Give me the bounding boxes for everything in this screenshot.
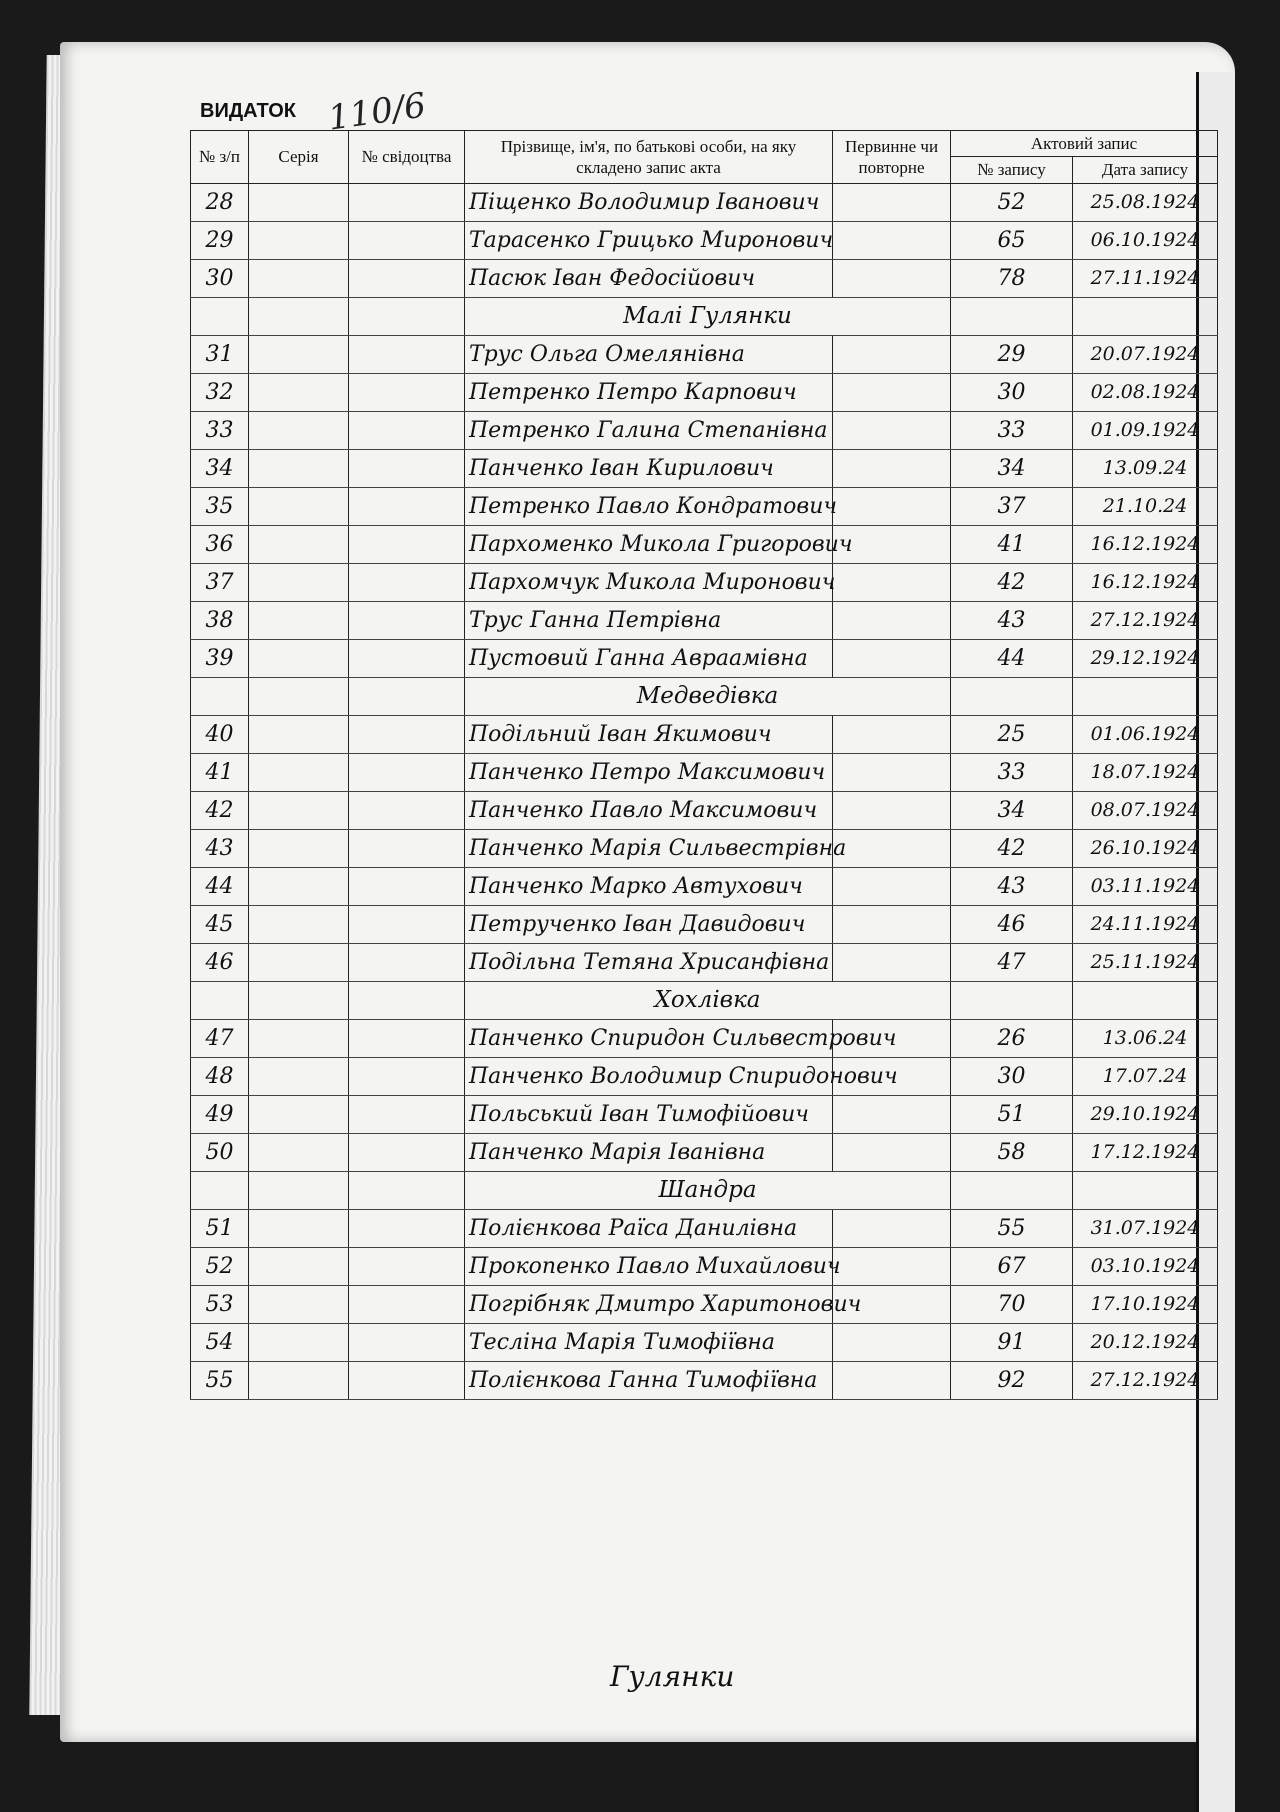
row-series: [249, 373, 349, 411]
register-table: [190, 130, 1218, 1400]
row-certificate: [349, 335, 465, 373]
row-record-date: 20.12.1924: [1073, 1323, 1218, 1361]
row-record-number: 33: [951, 411, 1073, 449]
register-rows: [191, 183, 1218, 1399]
row-record-number: 58: [951, 1133, 1073, 1171]
row-certificate: [349, 1323, 465, 1361]
row-number: 48: [191, 1057, 249, 1095]
row-record-number: 30: [951, 1057, 1073, 1095]
row-certificate: [349, 259, 465, 297]
row-number: 43: [191, 829, 249, 867]
row-number: 44: [191, 867, 249, 905]
row-record-date: 21.10.24: [1073, 487, 1218, 525]
row-name: Погрібняк Дмитро Харитонович: [465, 1285, 833, 1323]
row-number: 36: [191, 525, 249, 563]
row-record-number: 34: [951, 791, 1073, 829]
table-row: [191, 1323, 1218, 1361]
row-series: [249, 259, 349, 297]
row-series: [249, 715, 349, 753]
table-row: [191, 335, 1218, 373]
row-primary: [833, 905, 951, 943]
table-row: [191, 943, 1218, 981]
row-record-date: 24.11.1924: [1073, 905, 1218, 943]
row-series: [249, 791, 349, 829]
row-name: Прокопенко Павло Михайлович: [465, 1247, 833, 1285]
row-primary: [833, 601, 951, 639]
row-record-date: 01.06.1924: [1073, 715, 1218, 753]
row-name: Панченко Іван Кирилович: [465, 449, 833, 487]
row-name: Полієнкова Ганна Тимофіївна: [465, 1361, 833, 1399]
row-series: [249, 867, 349, 905]
row-number: 54: [191, 1323, 249, 1361]
row-record-date: 06.10.1924: [1073, 221, 1218, 259]
table-row: [191, 791, 1218, 829]
header-act-record: Актовий запис: [951, 131, 1218, 157]
table-row: [191, 1285, 1218, 1323]
row-name: Панченко Павло Максимович: [465, 791, 833, 829]
row-series: [249, 525, 349, 563]
row-series: [249, 1323, 349, 1361]
table-row: [191, 905, 1218, 943]
row-name: Пархоменко Микола Григорович: [465, 525, 833, 563]
header-num: № з/п: [191, 131, 249, 184]
row-name: Панченко Володимир Спиридонович: [465, 1057, 833, 1095]
row-number: 49: [191, 1095, 249, 1133]
row-name: Петренко Петро Карпович: [465, 373, 833, 411]
row-number: 40: [191, 715, 249, 753]
row-number: 33: [191, 411, 249, 449]
row-certificate: [349, 525, 465, 563]
row-series: [249, 411, 349, 449]
row-certificate: [349, 373, 465, 411]
row-series: [249, 753, 349, 791]
row-name: Тарасенко Грицько Миронович: [465, 221, 833, 259]
table-row: [191, 1133, 1218, 1171]
row-record-date: 29.10.1924: [1073, 1095, 1218, 1133]
page-title: ВИДАТОК: [200, 100, 296, 122]
row-record-date: 27.12.1924: [1073, 601, 1218, 639]
row-primary: [833, 487, 951, 525]
handwritten-folio-number: 110/6: [325, 85, 429, 139]
row-number: 47: [191, 1019, 249, 1057]
row-certificate: [349, 487, 465, 525]
table-row: [191, 829, 1218, 867]
table-row: [191, 525, 1218, 563]
row-name: Пасюк Іван Федосійович: [465, 259, 833, 297]
row-primary: [833, 449, 951, 487]
row-certificate: [349, 1133, 465, 1171]
row-number: 38: [191, 601, 249, 639]
row-record-number: 44: [951, 639, 1073, 677]
row-number: 42: [191, 791, 249, 829]
row-series: [249, 335, 349, 373]
table-row: [191, 411, 1218, 449]
table-row: [191, 715, 1218, 753]
row-series: [249, 1057, 349, 1095]
row-number: 30: [191, 259, 249, 297]
table-row: [191, 1095, 1218, 1133]
row-record-number: 37: [951, 487, 1073, 525]
row-record-number: 46: [951, 905, 1073, 943]
row-record-date: 13.06.24: [1073, 1019, 1218, 1057]
section-heading: Медведівка: [465, 677, 951, 715]
row-certificate: [349, 1057, 465, 1095]
row-series: [249, 1133, 349, 1171]
row-number: 39: [191, 639, 249, 677]
row-series: [249, 1247, 349, 1285]
row-number: 53: [191, 1285, 249, 1323]
row-primary: [833, 715, 951, 753]
row-certificate: [349, 1209, 465, 1247]
row-record-number: 34: [951, 449, 1073, 487]
row-number: 29: [191, 221, 249, 259]
row-number: 37: [191, 563, 249, 601]
section-heading: Малі Гулянки: [465, 297, 951, 335]
section-heading: Шандра: [465, 1171, 951, 1209]
section-heading: Хохлівка: [465, 981, 951, 1019]
row-series: [249, 1361, 349, 1399]
row-number: 46: [191, 943, 249, 981]
row-series: [249, 1209, 349, 1247]
row-certificate: [349, 449, 465, 487]
row-number: 45: [191, 905, 249, 943]
row-record-date: 17.12.1924: [1073, 1133, 1218, 1171]
row-record-date: 25.11.1924: [1073, 943, 1218, 981]
row-primary: [833, 829, 951, 867]
row-name: Петренко Галина Степанівна: [465, 411, 833, 449]
row-name: Панченко Марко Автухович: [465, 867, 833, 905]
header-name: Прізвище, ім'я, по батькові особи, на яку складено запис акта: [465, 131, 833, 184]
row-name: Петрученко Іван Давидович: [465, 905, 833, 943]
row-certificate: [349, 905, 465, 943]
row-certificate: [349, 183, 465, 221]
table-row: [191, 867, 1218, 905]
row-primary: [833, 563, 951, 601]
row-number: 32: [191, 373, 249, 411]
row-record-date: 20.07.1924: [1073, 335, 1218, 373]
table-row: [191, 449, 1218, 487]
row-name: Трус Ганна Петрівна: [465, 601, 833, 639]
row-primary: [833, 335, 951, 373]
row-record-number: 26: [951, 1019, 1073, 1057]
section-row: [191, 677, 1218, 715]
row-primary: [833, 1133, 951, 1171]
row-name: Панченко Петро Максимович: [465, 753, 833, 791]
row-record-date: 27.12.1924: [1073, 1361, 1218, 1399]
row-record-number: 70: [951, 1285, 1073, 1323]
row-name: Тесліна Марія Тимофіївна: [465, 1323, 833, 1361]
row-record-date: 17.07.24: [1073, 1057, 1218, 1095]
table-row: [191, 639, 1218, 677]
table-row: [191, 1209, 1218, 1247]
row-series: [249, 1285, 349, 1323]
row-primary: [833, 1247, 951, 1285]
table-row: [191, 221, 1218, 259]
row-primary: [833, 183, 951, 221]
row-record-date: 16.12.1924: [1073, 563, 1218, 601]
row-record-date: 08.07.1924: [1073, 791, 1218, 829]
row-series: [249, 1019, 349, 1057]
row-name: Подільний Іван Якимович: [465, 715, 833, 753]
row-record-date: 16.12.1924: [1073, 525, 1218, 563]
row-certificate: [349, 1019, 465, 1057]
row-primary: [833, 373, 951, 411]
row-record-number: 78: [951, 259, 1073, 297]
row-certificate: [349, 221, 465, 259]
row-certificate: [349, 867, 465, 905]
row-name: Подільна Тетяна Хрисанфівна: [465, 943, 833, 981]
row-primary: [833, 753, 951, 791]
row-number: 41: [191, 753, 249, 791]
table-row: [191, 1361, 1218, 1399]
row-certificate: [349, 829, 465, 867]
row-certificate: [349, 1361, 465, 1399]
row-name: Польський Іван Тимофійович: [465, 1095, 833, 1133]
row-record-date: 13.09.24: [1073, 449, 1218, 487]
table-row: [191, 753, 1218, 791]
header-primary: Первинне чи повторне: [833, 131, 951, 184]
row-record-number: 42: [951, 563, 1073, 601]
row-number: 35: [191, 487, 249, 525]
row-certificate: [349, 1247, 465, 1285]
row-record-date: 31.07.1924: [1073, 1209, 1218, 1247]
row-record-date: 27.11.1924: [1073, 259, 1218, 297]
row-record-date: 17.10.1924: [1073, 1285, 1218, 1323]
row-primary: [833, 1209, 951, 1247]
row-series: [249, 563, 349, 601]
row-record-number: 51: [951, 1095, 1073, 1133]
row-name: Полієнкова Раїса Данилівна: [465, 1209, 833, 1247]
row-primary: [833, 1095, 951, 1133]
row-series: [249, 221, 349, 259]
row-certificate: [349, 1095, 465, 1133]
table-row: [191, 601, 1218, 639]
row-certificate: [349, 563, 465, 601]
row-name: Пустовий Ганна Авраамівна: [465, 639, 833, 677]
row-certificate: [349, 753, 465, 791]
row-record-number: 42: [951, 829, 1073, 867]
row-record-date: 03.11.1924: [1073, 867, 1218, 905]
row-primary: [833, 259, 951, 297]
row-number: 52: [191, 1247, 249, 1285]
row-series: [249, 449, 349, 487]
header-record-date: Дата запису: [1073, 157, 1218, 183]
row-certificate: [349, 943, 465, 981]
row-record-date: 01.09.1924: [1073, 411, 1218, 449]
row-record-number: 52: [951, 183, 1073, 221]
row-record-number: 25: [951, 715, 1073, 753]
header-series: Серія: [249, 131, 349, 184]
row-record-number: 65: [951, 221, 1073, 259]
row-record-date: 25.08.1924: [1073, 183, 1218, 221]
row-certificate: [349, 601, 465, 639]
row-number: 50: [191, 1133, 249, 1171]
row-name: Панченко Спиридон Сильвестрович: [465, 1019, 833, 1057]
row-series: [249, 601, 349, 639]
row-certificate: [349, 411, 465, 449]
row-series: [249, 943, 349, 981]
table-row: [191, 183, 1218, 221]
row-name: Панченко Марія Іванівна: [465, 1133, 833, 1171]
row-record-number: 67: [951, 1247, 1073, 1285]
row-primary: [833, 1323, 951, 1361]
row-record-number: 33: [951, 753, 1073, 791]
row-primary: [833, 639, 951, 677]
table-row: [191, 1247, 1218, 1285]
row-name: Петренко Павло Кондратович: [465, 487, 833, 525]
section-row: [191, 297, 1218, 335]
row-primary: [833, 791, 951, 829]
row-series: [249, 1095, 349, 1133]
table-row: [191, 1057, 1218, 1095]
row-series: [249, 639, 349, 677]
row-primary: [833, 1361, 951, 1399]
row-primary: [833, 221, 951, 259]
row-name: Піщенко Володимир Іванович: [465, 183, 833, 221]
table-row: [191, 487, 1218, 525]
row-name: Панченко Марія Сильвестрівна: [465, 829, 833, 867]
row-record-date: 29.12.1924: [1073, 639, 1218, 677]
row-certificate: [349, 715, 465, 753]
row-record-number: 47: [951, 943, 1073, 981]
row-record-number: 55: [951, 1209, 1073, 1247]
row-record-number: 29: [951, 335, 1073, 373]
row-record-number: 30: [951, 373, 1073, 411]
row-record-date: 26.10.1924: [1073, 829, 1218, 867]
row-series: [249, 905, 349, 943]
table-row: [191, 1019, 1218, 1057]
trailing-village-name: Гулянки: [610, 1660, 735, 1693]
row-record-number: 91: [951, 1323, 1073, 1361]
row-record-number: 92: [951, 1361, 1073, 1399]
row-primary: [833, 867, 951, 905]
row-certificate: [349, 1285, 465, 1323]
row-certificate: [349, 791, 465, 829]
row-number: 34: [191, 449, 249, 487]
section-row: [191, 1171, 1218, 1209]
row-certificate: [349, 639, 465, 677]
table-row: [191, 563, 1218, 601]
row-record-number: 43: [951, 601, 1073, 639]
row-name: Трус Ольга Омелянівна: [465, 335, 833, 373]
section-row: [191, 981, 1218, 1019]
row-name: Пархомчук Микола Миронович: [465, 563, 833, 601]
row-record-date: 18.07.1924: [1073, 753, 1218, 791]
row-number: 28: [191, 183, 249, 221]
row-number: 51: [191, 1209, 249, 1247]
row-number: 55: [191, 1361, 249, 1399]
row-primary: [833, 943, 951, 981]
row-primary: [833, 411, 951, 449]
row-series: [249, 183, 349, 221]
row-record-number: 41: [951, 525, 1073, 563]
header-certificate: № свідоцтва: [349, 131, 465, 184]
row-series: [249, 487, 349, 525]
row-series: [249, 829, 349, 867]
table-row: [191, 259, 1218, 297]
header-record-number: № запису: [951, 157, 1073, 183]
row-record-date: 02.08.1924: [1073, 373, 1218, 411]
row-record-date: 03.10.1924: [1073, 1247, 1218, 1285]
row-record-number: 43: [951, 867, 1073, 905]
table-row: [191, 373, 1218, 411]
row-number: 31: [191, 335, 249, 373]
